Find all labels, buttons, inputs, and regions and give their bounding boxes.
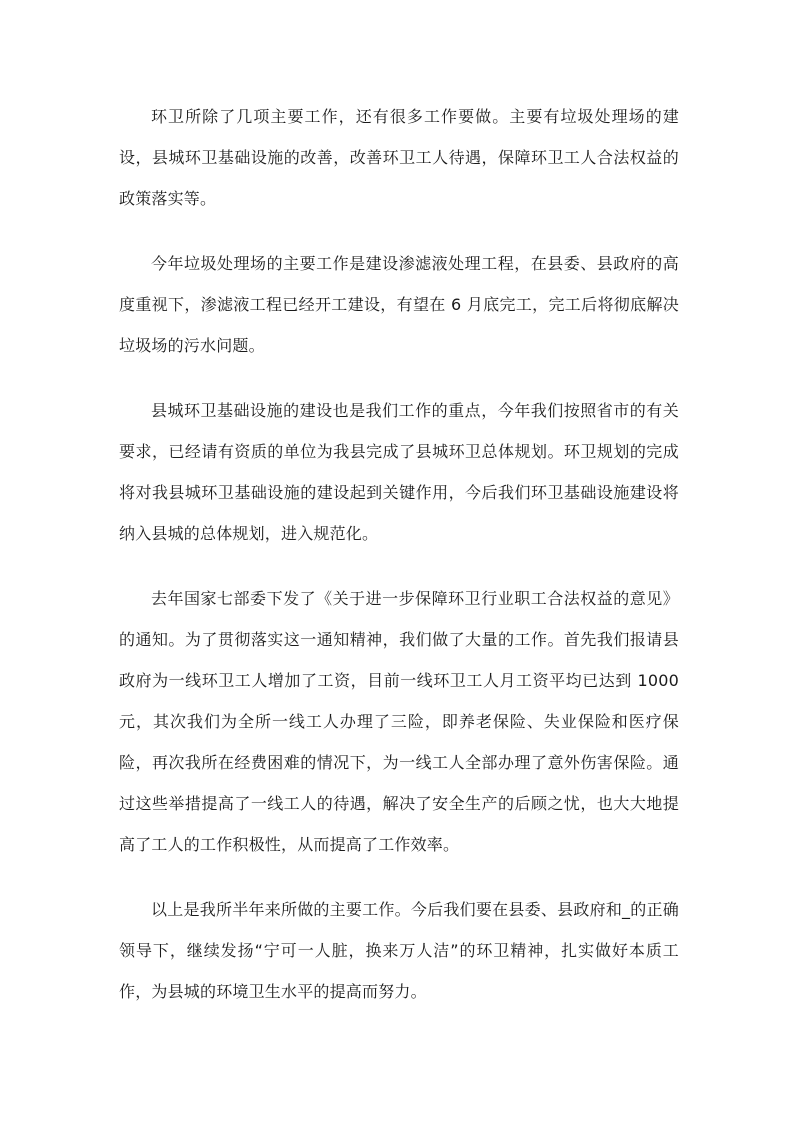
paragraph-2: 今年垃圾处理场的主要工作是建设渗滤液处理工程，在县委、县政府的高度重视下，渗滤液工程已经开工建设，有望在 6 月底完工，完工后将彻底解决垃圾场的污水问题。: [119, 254, 679, 355]
paragraph-3: 县城环卫基础设施的建设也是我们工作的重点，今年我们按照省市的有关要求，已经请有资质的单位为我县完成了县城环卫总体规划。环卫规划的完成将对我县城环卫基础设施的建设起到关键作用，今后我们环卫基础设施建设将纳入县城的总体规划，进入规范化。: [119, 401, 679, 543]
paragraph-5: 以上是我所半年来所做的主要工作。今后我们要在县委、县政府和_的正确领导下，继续发扬“宁可一人脏，换来万人洁”的环卫精神，扎实做好本质工作，为县城的环境卫生水平的提高而努力。: [119, 900, 679, 1001]
paragraph-4: 去年国家七部委下发了《关于进一步保障环卫行业职工合法权益的意见》的通知。为了贯彻落实这一通知精神，我们做了大量的工作。首先我们报请县政府为一线环卫工人增加了工资，目前一线环卫工人月工资平均已达到 1000 元，其次我们为全所一线工人办理了三险，即养老保险、失业保险和医疗保险，再次我所在经费困难的情况下，为一线工人全部办理了意外伤害保险。通过这些举措提高了一线工人的待遇，解决了安全生产的后顾之忧，也大大地提高了工人的工作积极性，从而提高了工作效率。: [119, 589, 679, 854]
paragraph-1: 环卫所除了几项主要工作，还有很多工作要做。主要有垃圾处理场的建设，县城环卫基础设施的改善，改善环卫工人待遇，保障环卫工人合法权益的政策落实等。: [119, 107, 679, 208]
document-body: [119, 96, 679, 1036]
